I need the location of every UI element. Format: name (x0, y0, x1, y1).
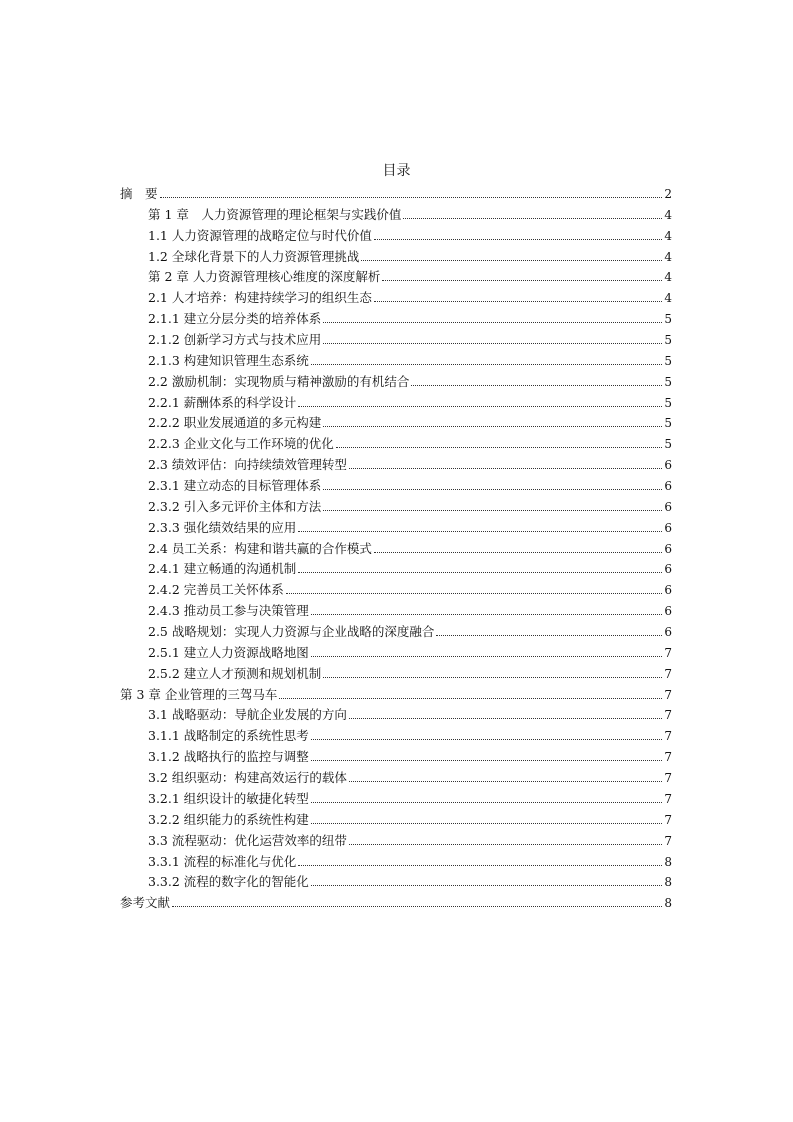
toc-entry[interactable] (120, 434, 672, 455)
toc-entry-title: 3.2 组织驱动：构建高效运行的载体 (148, 770, 347, 786)
table-of-contents (120, 184, 672, 914)
toc-entry[interactable] (120, 580, 672, 601)
toc-entry-title: 3.3 流程驱动：优化运营效率的纽带 (148, 832, 347, 848)
toc-entry-page-number: 7 (664, 833, 672, 848)
dot-leader (323, 676, 662, 678)
dot-leader (349, 467, 663, 469)
toc-entry[interactable] (120, 226, 672, 247)
toc-entry-page-number: 7 (664, 708, 672, 723)
toc-entry-title: 3.3.1 流程的标准化与优化 (148, 853, 297, 869)
toc-entry[interactable] (120, 455, 672, 476)
dot-leader (374, 551, 663, 553)
toc-entry-title: 2.4.3 推动员工参与决策管理 (148, 603, 309, 619)
dot-leader (286, 592, 663, 594)
toc-entry[interactable] (120, 893, 672, 914)
dot-leader (349, 717, 663, 719)
toc-entry[interactable] (120, 372, 672, 393)
dot-leader (323, 425, 662, 427)
dot-leader (311, 801, 663, 803)
dot-leader (311, 738, 663, 740)
toc-entry-title: 2.1.1 建立分层分类的培养体系 (148, 311, 322, 327)
toc-entry-title: 3.1.1 战略制定的系统性思考 (148, 728, 309, 744)
dot-leader (172, 905, 662, 907)
toc-entry[interactable] (120, 351, 672, 372)
toc-entry-page-number: 5 (664, 333, 672, 348)
toc-entry[interactable] (120, 831, 672, 852)
toc-entry-page-number: 8 (664, 875, 672, 890)
toc-entry[interactable] (120, 872, 672, 893)
toc-entry-page-number: 7 (664, 812, 672, 827)
dot-leader (298, 530, 662, 532)
dot-leader (298, 405, 662, 407)
toc-entry[interactable] (120, 726, 672, 747)
dot-leader (382, 279, 662, 281)
toc-entry-title: 2.4 员工关系：构建和谐共赢的合作模式 (148, 540, 372, 556)
toc-entry-title: 参考文献 (120, 895, 171, 911)
toc-entry-page-number: 7 (664, 687, 672, 702)
dot-leader (374, 238, 663, 240)
toc-entry-page-number: 6 (664, 604, 672, 619)
toc-entry-title: 第 1 章 人力资源管理的理论框架与实践价值 (148, 206, 402, 222)
toc-entry-page-number: 6 (664, 458, 672, 473)
toc-entry[interactable] (120, 309, 672, 330)
toc-entry[interactable] (120, 184, 672, 205)
toc-entry-page-number: 7 (664, 771, 672, 786)
toc-entry-title: 3.3.2 流程的数字化的智能化 (148, 874, 309, 890)
toc-entry-page-number: 6 (664, 479, 672, 494)
dot-leader (298, 571, 662, 573)
toc-entry-title: 2.2 激励机制：实现物质与精神激励的有机结合 (148, 373, 410, 389)
toc-entry-page-number: 4 (664, 291, 672, 306)
toc-entry-title: 1.2 全球化背景下的人力资源管理挑战 (148, 248, 360, 264)
toc-entry-title: 3.1 战略驱动：导航企业发展的方向 (148, 707, 347, 723)
toc-entry-title: 2.1.2 创新学习方式与技术应用 (148, 332, 322, 348)
toc-entry[interactable] (120, 622, 672, 643)
toc-entry-title: 3.2.2 组织能力的系统性构建 (148, 811, 309, 827)
toc-entry-title: 第 2 章 人力资源管理核心维度的深度解析 (148, 269, 381, 285)
dot-leader (323, 321, 662, 323)
dot-leader (323, 342, 662, 344)
toc-entry-title: 2.3.3 强化绩效结果的应用 (148, 519, 297, 535)
toc-entry[interactable] (120, 476, 672, 497)
dot-leader (336, 446, 663, 448)
toc-entry-page-number: 2 (664, 187, 672, 201)
toc-entry-page-number: 5 (664, 416, 672, 431)
toc-entry-page-number: 4 (664, 270, 672, 285)
toc-entry-title: 1.1 人力资源管理的战略定位与时代价值 (148, 227, 372, 243)
toc-entry[interactable] (120, 601, 672, 622)
toc-entry[interactable] (120, 747, 672, 768)
toc-entry-page-number: 5 (664, 437, 672, 452)
toc-entry[interactable] (120, 685, 672, 706)
dot-leader (298, 864, 662, 866)
toc-entry-title: 2.2.1 薪酬体系的科学设计 (148, 394, 297, 410)
toc-entry-title: 2.1.3 构建知识管理生态系统 (148, 352, 309, 368)
toc-entry-page-number: 6 (664, 499, 672, 514)
dot-leader (403, 217, 662, 219)
toc-entry-page-number: 4 (664, 228, 672, 243)
toc-entry-title: 2.3.2 引入多元评价主体和方法 (148, 498, 322, 514)
toc-entry-page-number: 7 (664, 750, 672, 765)
toc-entry-title: 2.2.2 职业发展通道的多元构建 (148, 415, 322, 431)
toc-entry-title: 2.4.1 建立畅通的沟通机制 (148, 561, 297, 577)
toc-entry[interactable] (120, 413, 672, 434)
toc-entry-page-number: 8 (664, 896, 672, 911)
toc-entry[interactable] (120, 205, 672, 226)
toc-entry-title: 2.5.1 建立人力资源战略地图 (148, 644, 309, 660)
toc-entry[interactable] (120, 288, 672, 309)
toc-entry-title: 3.1.2 战略执行的监控与调整 (148, 749, 309, 765)
toc-entry[interactable] (120, 539, 672, 560)
toc-entry-page-number: 5 (664, 395, 672, 410)
dot-leader (311, 655, 663, 657)
dot-leader (323, 509, 662, 511)
dot-leader (374, 300, 663, 302)
toc-entry-page-number: 6 (664, 562, 672, 577)
toc-entry-page-number: 7 (664, 791, 672, 806)
toc-entry[interactable] (120, 267, 672, 288)
toc-entry-title: 2.2.3 企业文化与工作环境的优化 (148, 436, 334, 452)
toc-entry-title: 2.4.2 完善员工关怀体系 (148, 582, 284, 598)
toc-entry-title: 2.5 战略规划：实现人力资源与企业战略的深度融合 (148, 624, 435, 640)
toc-entry-title: 第 3 章 企业管理的三驾马车 (120, 686, 278, 702)
toc-entry-title: 2.5.2 建立人才预测和规划机制 (148, 665, 322, 681)
toc-entry-page-number: 8 (664, 854, 672, 869)
toc-entry[interactable] (120, 497, 672, 518)
toc-entry-title: 2.1 人才培养：构建持续学习的组织生态 (148, 290, 372, 306)
toc-entry[interactable] (120, 393, 672, 414)
dot-leader (411, 384, 662, 386)
toc-entry-page-number: 6 (664, 583, 672, 598)
dot-leader (311, 822, 663, 824)
toc-entry-page-number: 7 (664, 729, 672, 744)
toc-entry-page-number: 4 (664, 207, 672, 222)
toc-entry[interactable] (120, 643, 672, 664)
toc-entry-page-number: 5 (664, 353, 672, 368)
toc-entry-page-number: 6 (664, 541, 672, 556)
toc-entry-title: 2.3 绩效评估：向持续绩效管理转型 (148, 457, 347, 473)
dot-leader (311, 884, 663, 886)
toc-entry-page-number: 5 (664, 374, 672, 389)
toc-entry-page-number: 5 (664, 312, 672, 327)
toc-entry-page-number: 6 (664, 625, 672, 640)
toc-entry-title: 2.3.1 建立动态的目标管理体系 (148, 478, 322, 494)
toc-entry[interactable] (120, 559, 672, 580)
dot-leader (349, 843, 663, 845)
dot-leader (311, 613, 663, 615)
dot-leader (160, 196, 663, 198)
dot-leader (311, 363, 663, 365)
dot-leader (361, 259, 662, 261)
toc-entry-page-number: 6 (664, 520, 672, 535)
toc-entry[interactable] (120, 852, 672, 873)
dot-leader (349, 780, 663, 782)
toc-entry[interactable] (120, 518, 672, 539)
toc-entry-page-number: 7 (664, 666, 672, 681)
dot-leader (311, 759, 663, 761)
toc-entry[interactable] (120, 810, 672, 831)
dot-leader (323, 488, 662, 490)
toc-entry[interactable] (120, 330, 672, 351)
toc-entry[interactable] (120, 705, 672, 726)
toc-entry[interactable] (120, 247, 672, 268)
dot-leader (279, 697, 662, 699)
toc-entry[interactable] (120, 664, 672, 685)
toc-entry-title: 3.2.1 组织设计的敏捷化转型 (148, 790, 309, 806)
toc-entry-title: 摘 要 (120, 186, 158, 201)
toc-entry[interactable] (120, 768, 672, 789)
toc-entry-page-number: 4 (664, 249, 672, 264)
toc-title: 目录 (382, 163, 411, 179)
toc-entry[interactable] (120, 789, 672, 810)
toc-entry-page-number: 7 (664, 645, 672, 660)
dot-leader (436, 634, 662, 636)
